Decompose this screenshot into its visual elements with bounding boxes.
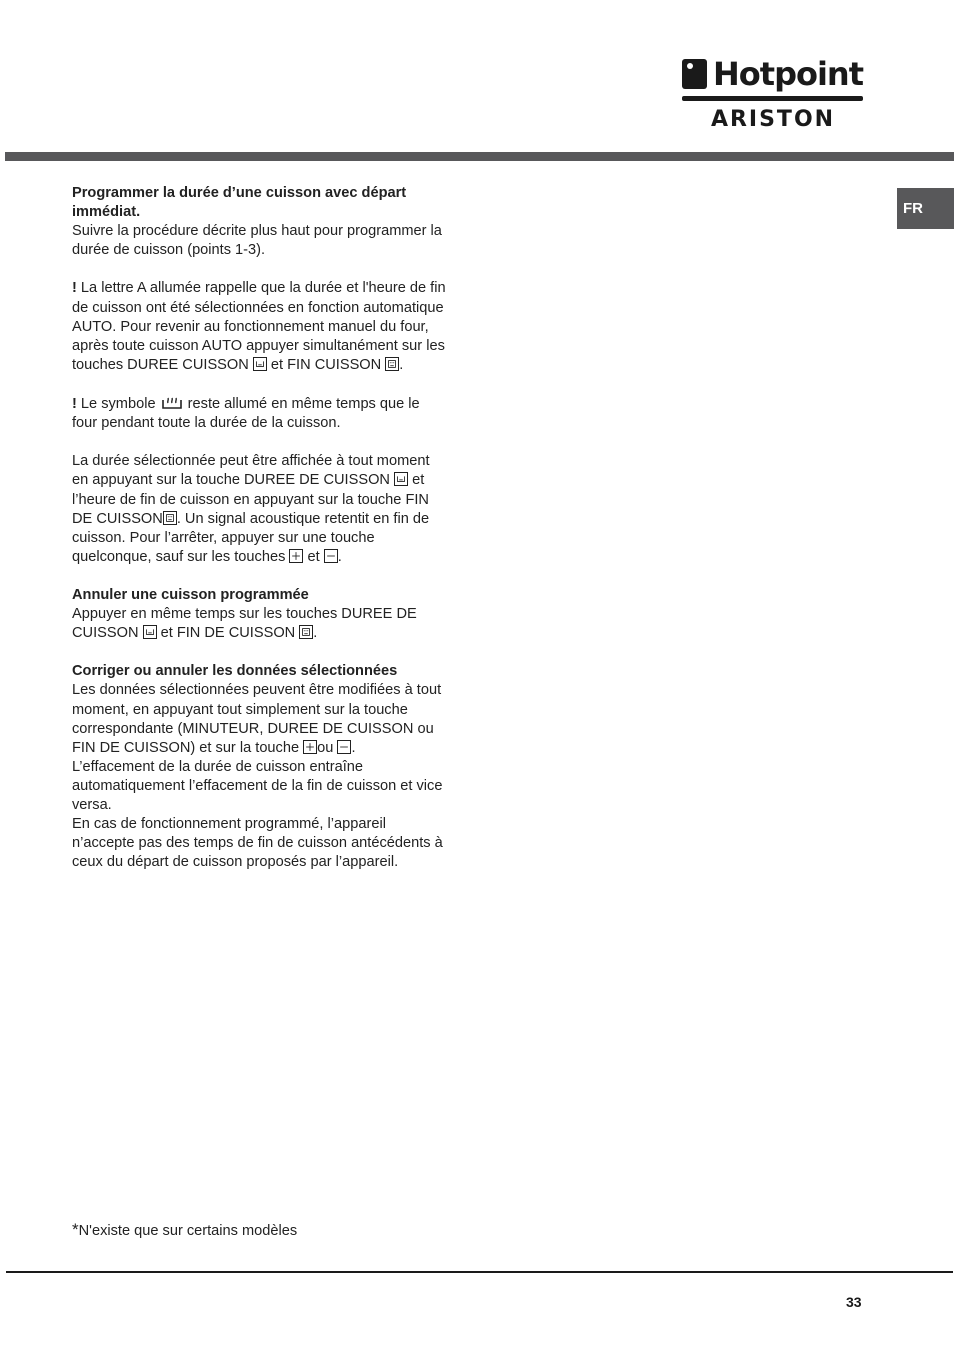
note-auto-text-2: et FIN CUISSON [266,356,386,373]
warning-mark: ! [72,280,77,297]
section-corriger-paragraph-2: L’effacement de la durée de cuisson entraîne automatiquement l’effacement de la fin de cuisson et vice versa. [72,758,443,813]
minus-key-icon [324,549,338,563]
section-programmer-body: Suivre la procédure décrite plus haut pour programmer la durée de cuisson (points 1-3). [72,223,442,259]
page-number: 33 [846,1294,862,1310]
brand-subname: ARISTON [710,107,836,132]
section-corriger-title: Corriger ou annuler les données sélectionnées [72,663,398,680]
note-symbol-text-2: reste allumé en même temps que le four pendant toute la durée de la cuisson. [72,396,420,432]
cooking-end-key-icon [299,625,313,639]
cooking-duration-key-icon [143,625,157,639]
plus-key-icon [303,740,317,754]
footer-rule [6,1271,953,1273]
note-auto-text: La lettre A allumée rappelle que la durée et l'heure de fin de cuisson ont été sélectionnées en fonction automatique AUTO. Pour revenir au fonctionnement manuel du four, après toute cuisson AUTO appuyer simultanément sur les touches DUREE CUISSON [72,280,446,373]
cooking-symbol-icon [160,394,184,410]
language-tab: FR [897,188,954,229]
section-corriger: Corriger ou annuler les données sélectionnées Les données sélectionnées peuvent être modifiées à tout moment, en appuyant tout simplement sur la touche correspondante (MINUTEUR, DUREE DE CUISSON ou FIN DE CUISSON) et sur la touche ou . L’effacement de la durée de cuisson entraîne automatiquement l’effacement de la fin de cuisson et vice versa. En cas de fonctionnement programmé, l’appareil n’accepte pas des temps de fin de cuisson antécédents à ceux du départ de cuisson proposés par l’appareil. [72,662,447,872]
paragraph-display: La durée sélectionnée peut être affichée à tout moment en appuyant sur la touche DUREE DE CUISSON et l’heure de fin de cuisson en appuyant sur la touche FIN DE CUISSON . Un signal acoustique retentit en fin de cuisson. Pour l’arrêter, appuyer sur une touche quelconque, sauf sur les touches et . [72,453,430,565]
cooking-end-key-icon [385,357,399,371]
brand-name: Hotpoint [713,55,863,93]
cooking-duration-key-icon [253,357,267,371]
minus-key-icon [337,740,351,754]
warning-mark: ! [72,396,77,413]
note-symbol-text: Le symbole [76,396,160,413]
brand-logo [682,54,864,132]
footnote-text: N'existe que sur certains modèles [78,1223,298,1239]
note-auto: ! La lettre A allumée rappelle que la durée et l'heure de fin de cuisson ont été sélectionnées en fonction automatique AUTO. Pour revenir au fonctionnement manuel du four, après toute cuisson AUTO appuyer simultanément sur les touches DUREE CUISSON et FIN CUISSON . [72,280,446,373]
section-programmer-title: Programmer la durée d’une cuisson avec départ immédiat. [72,185,407,221]
footnote-asterisk: * [72,1220,79,1239]
section-annuler: Annuler une cuisson programmée Appuyer en même temps sur les touches DUREE DE CUISSON et FIN DE CUISSON . [72,586,447,643]
section-programmer [72,184,447,260]
note-symbol [72,394,447,433]
cooking-duration-key-icon [394,472,408,486]
cooking-end-key-icon [163,511,177,525]
main-content [72,184,447,872]
footnote [72,1220,297,1240]
brand-mark-icon [682,59,707,89]
section-annuler-title: Annuler une cuisson programmée [72,586,309,603]
brand-divider [682,96,863,101]
header-rule [5,152,954,161]
plus-key-icon [289,549,303,563]
section-corriger-paragraph-3: En cas de fonctionnement programmé, l’appareil n’accepte pas des temps de fin de cuisson antécédents à ceux du départ de cuisson proposés par l’appareil. [72,816,443,871]
